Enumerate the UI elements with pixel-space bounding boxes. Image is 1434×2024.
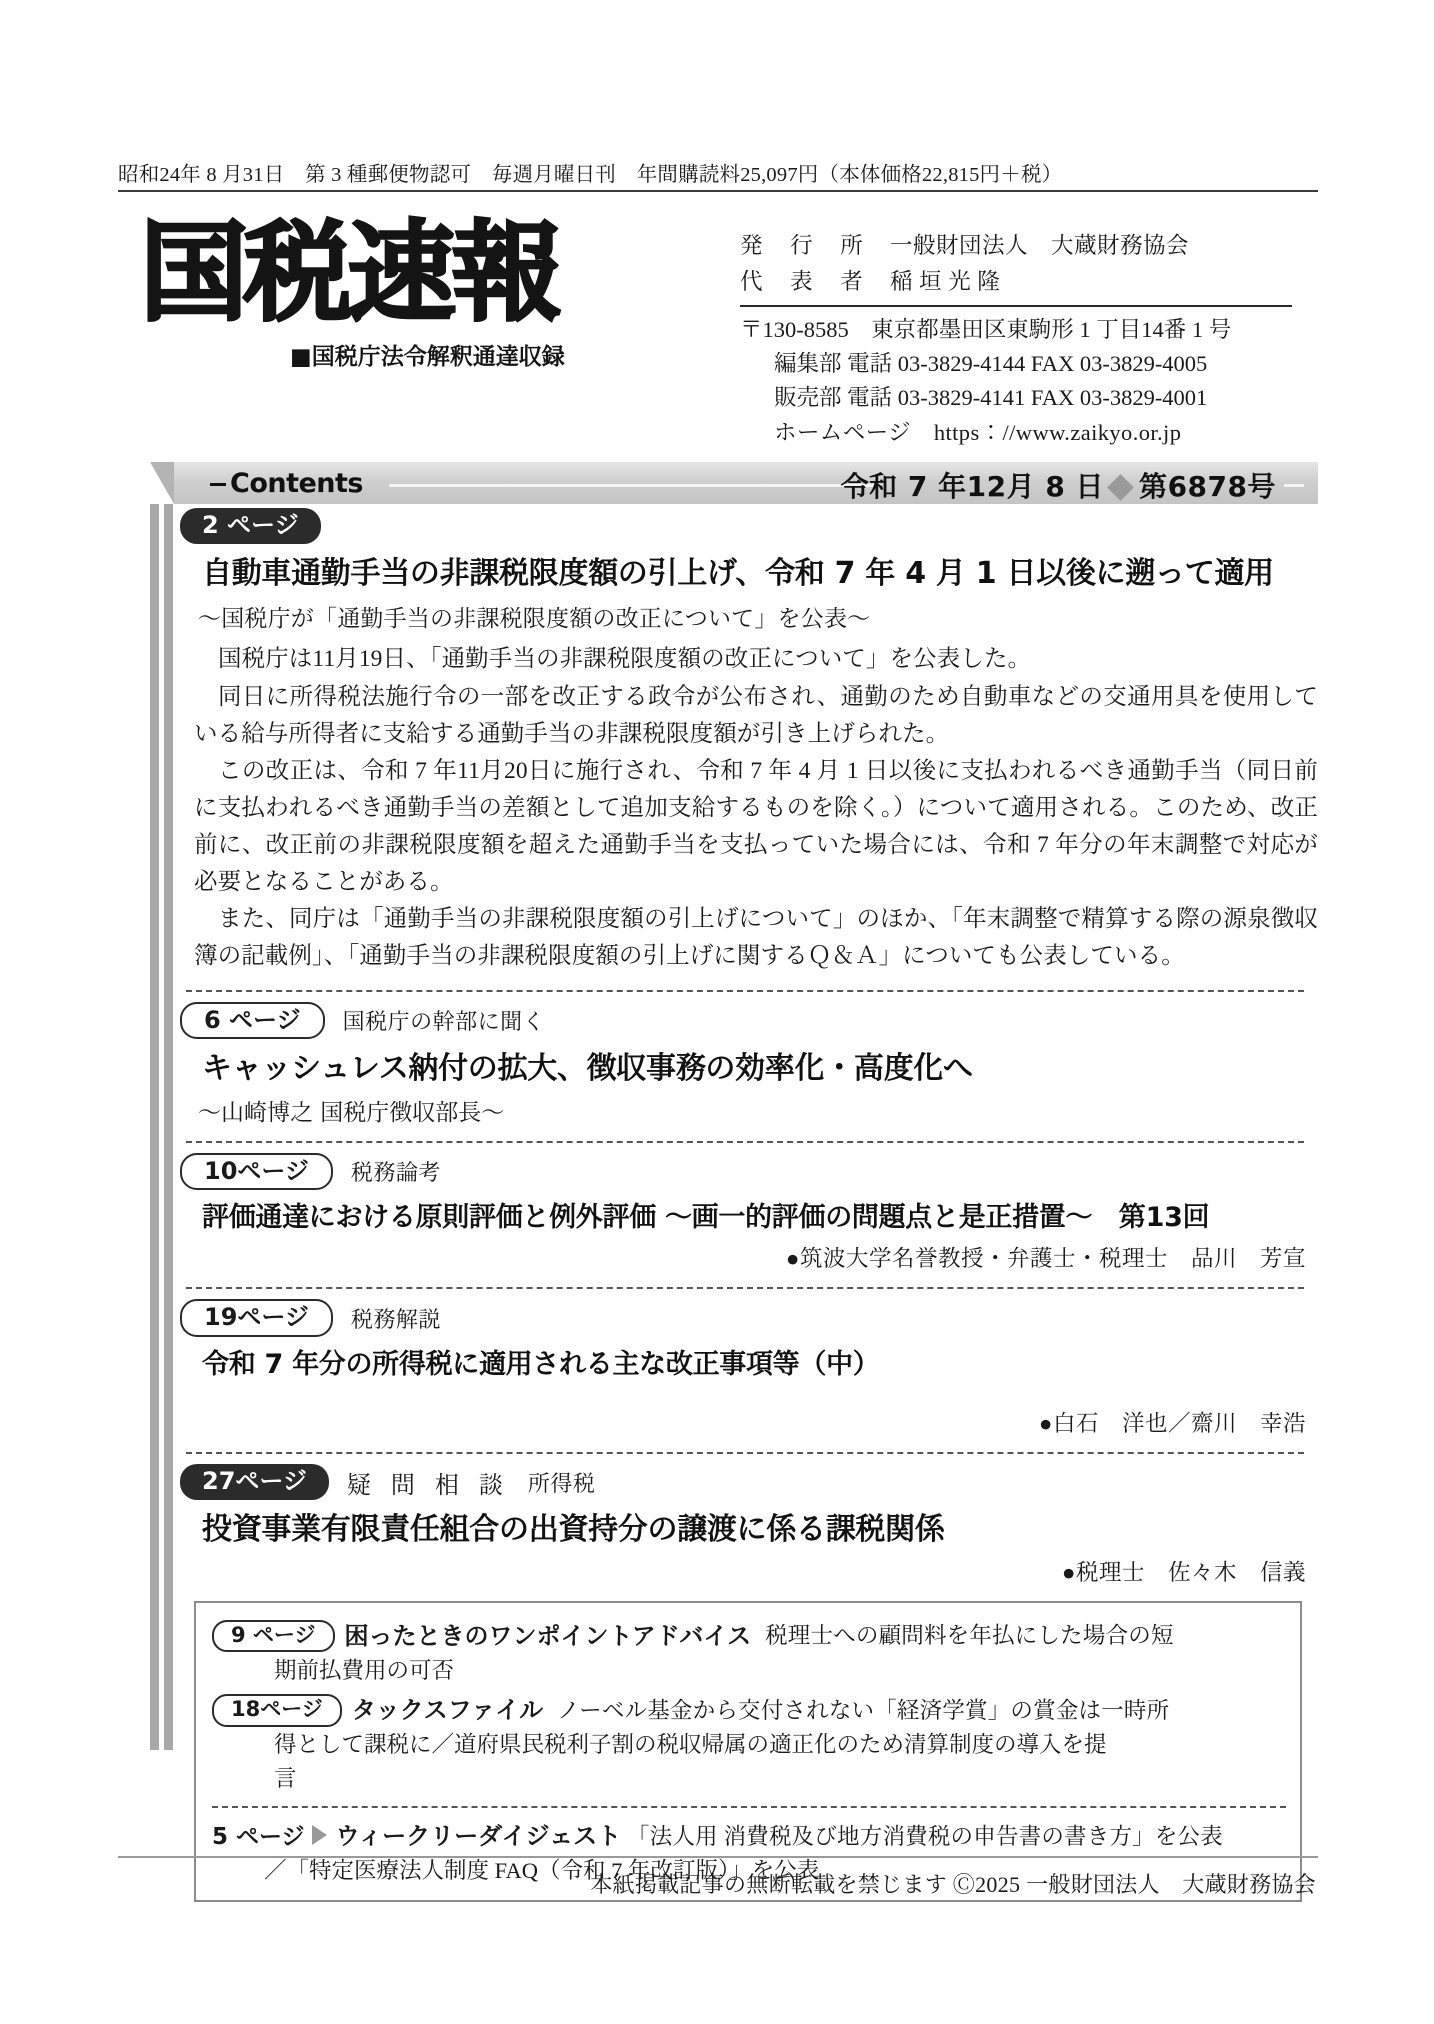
publisher-info-block <box>740 228 1320 450</box>
entry-subhead-page2: 〜国税庁が「通勤手当の非課税限度額の改正について」を公表〜 <box>198 606 871 632</box>
left-bar-inner <box>164 504 173 1750</box>
publisher-editorial-contact: 編集部 電話 03-3829-4144 FAX 03-3829-4005 <box>774 351 1208 377</box>
page-badge-9: 9 ページ <box>212 1620 335 1652</box>
masthead <box>140 211 700 371</box>
entry-subhead-page6: 〜山崎博之 国税庁徴収部長〜 <box>198 1099 505 1126</box>
page-badge-6: 6 ページ <box>180 1002 325 1039</box>
entry-divider-1 <box>186 990 1304 992</box>
copyright-footer: 本紙掲載記事の無断転載を禁じます Ⓒ2025 一般財団法人 大蔵財務協会 <box>590 1872 1316 1897</box>
contents-bar-background <box>174 462 1318 504</box>
entry-kicker2-page27: 所得税 <box>527 1470 596 1496</box>
page-badge-27: 27ページ <box>180 1464 329 1500</box>
entry-kicker-page27: 疑 問 相 談 <box>346 1472 510 1499</box>
publisher-representative-value: 稲 垣 光 隆 <box>890 268 1001 294</box>
entry-headline-page2: 自動車通勤手当の非課税限度額の引上げ、令和 7 年 4 月 1 日以後に遡って適用 <box>202 556 1274 592</box>
publisher-representative-label: 代 表 者 <box>740 268 874 294</box>
entry-divider-2 <box>186 1141 1304 1143</box>
contents-entries-list <box>180 508 1318 1902</box>
publisher-issuer-row <box>740 228 1320 264</box>
entry-divider-4 <box>186 1452 1304 1454</box>
contents-label-dash <box>210 483 226 486</box>
page-badge-2: 2 ページ <box>180 508 321 544</box>
postal-legal-strip: 昭和24年 8 月31日 第 3 種郵便物認可 毎週月曜日刊 年間購読料25,097円（本体価格22,815円＋税） <box>118 164 1063 186</box>
sub-entry-text-cont-page9: 期前払費用の可否 <box>274 1657 455 1683</box>
sub-entry-text-cont-page18: 得として課税に／道府県民税利子割の税収帰属の適正化のため清算制度の導入を提 <box>274 1732 1107 1758</box>
contents-entry-page6[interactable] <box>180 1002 1318 1127</box>
contents-label: Contents <box>230 468 364 499</box>
entry-paragraph-4: また、同庁は「通勤手当の非課税限度額の引上げについて」のほか、「年末調整で精算する際の源泉徴収簿の記載例」、「通勤手当の非課税限度額の引上げに関するＱ＆Ａ」についても公表している。 <box>194 906 1318 970</box>
weekly-digest-body: 「法人用 消費税及び地方消費税の申告書の書き方」を公表 <box>626 1823 1223 1849</box>
legal-divider-rule <box>118 190 1318 192</box>
entry-byline-page10: ●筑波大学名誉教授・弁護士・税理士 品川 芳宣 <box>785 1246 1306 1272</box>
issue-date: 令和 7 年12月 8 日 <box>840 470 1105 503</box>
contents-header-bar <box>150 462 1318 506</box>
entry-headline-page10: 評価通達における原則評価と例外評価 〜画一的評価の問題点と是正措置〜 第13回 <box>202 1202 1210 1234</box>
entry-kicker-page6: 国税庁の幹部に聞く <box>342 1008 546 1034</box>
publisher-sales-contact: 販売部 電話 03-3829-4141 FAX 03-3829-4001 <box>774 385 1208 411</box>
diamond-separator-icon <box>1107 474 1134 501</box>
sub-entry-text-page18: ノーベル基金から交付されない「経済学賞」の賞金は一時所 <box>557 1697 1170 1723</box>
weekly-digest-body-cont: ／「特定医療法人制度 FAQ（令和 7 年改訂版）」を公表 <box>264 1858 820 1884</box>
weekly-digest-title: ウィークリーダイジェスト <box>335 1821 622 1850</box>
entry-paragraph-2: 同日に所得税法施行令の一部を改正する政令が公布され、通勤のため自動車などの交通用具を使用している給与所得者に支給する通勤手当の非課税限度額が引き上げられた。 <box>194 683 1318 747</box>
issue-number: 第6878号 <box>1139 470 1276 503</box>
page-badge-5: 5 ページ <box>212 1823 305 1850</box>
publisher-postal-address: 〒130-8585 東京都墨田区東駒形 1 丁目14番 1 号 <box>740 317 1232 343</box>
page-badge-19: 19ページ <box>180 1299 333 1336</box>
contents-entry-page27[interactable] <box>180 1464 1318 1587</box>
publication-logo-title: 国税速報 <box>140 211 557 336</box>
triangle-right-icon <box>312 1825 327 1845</box>
contents-entry-page19[interactable] <box>180 1299 1318 1437</box>
entry-kicker-page19: 税務解説 <box>350 1306 441 1332</box>
entry-kicker-page10: 税務論考 <box>350 1160 441 1186</box>
entry-byline-page27: ●税理士 佐々木 信義 <box>1061 1560 1306 1586</box>
page-badge-10: 10ページ <box>180 1153 333 1190</box>
sub-entry-text-cont2-page18: 言 <box>274 1766 297 1792</box>
sub-entry-title-page9: 困ったときのワンポイントアドバイス <box>344 1621 752 1650</box>
publisher-address-block <box>740 313 1320 450</box>
entry-byline-page19: ●白石 洋也／齋川 幸浩 <box>1038 1410 1306 1436</box>
entry-headline-page6: キャッシュレス納付の拡大、徴収事務の効率化・高度化へ <box>202 1050 973 1086</box>
entry-paragraph-3: この改正は、令和 7 年11月20日に施行され、令和 7 年 4 月 1 日以後に支払われるべき通勤手当（同日前に支払われるべき通勤手当の差額として追加支給するものを除く。）について適用される。このため、改正前に、改正前の非課税限度額を超えた通勤手当を支払っていた場合には、令和 7 年分の年末調整で対応が必要となることがある。 <box>194 757 1318 896</box>
publisher-issuer-value: 一般財団法人 大蔵財務協会 <box>890 233 1190 258</box>
contents-entry-page2[interactable] <box>180 508 1318 976</box>
publication-logo-subtitle: ■国税庁法令解釈通達収録 <box>290 344 565 370</box>
publisher-divider-rule <box>740 305 1292 307</box>
issue-date-and-number <box>841 465 1276 505</box>
left-decorative-bars <box>150 462 180 1750</box>
sub-entry-page18[interactable] <box>212 1692 1284 1796</box>
contents-rule-line-right <box>1284 484 1304 487</box>
entry-divider-3 <box>186 1287 1304 1289</box>
publisher-homepage: ホームページ https：//www.zaikyo.or.jp <box>774 419 1182 445</box>
publisher-representative-row <box>740 264 1320 300</box>
entry-paragraph-1: 国税庁は11月19日、「通勤手当の非課税限度額の改正について」を公表した。 <box>218 646 1032 673</box>
left-bar-outer <box>150 504 159 1750</box>
page-badge-18: 18ページ <box>212 1694 342 1726</box>
publisher-issuer-label: 発 行 所 <box>740 233 874 258</box>
entry-headline-page19: 令和 7 年分の所得税に適用される主な改正事項等（中） <box>202 1348 880 1380</box>
subbox-divider <box>212 1806 1286 1808</box>
sub-entry-text-page9: 税理士への顧問料を年払にした場合の短 <box>765 1623 1174 1649</box>
entry-headline-page27: 投資事業有限責任組合の出資持分の譲渡に係る課税関係 <box>202 1512 945 1548</box>
contents-entry-page10[interactable] <box>180 1153 1318 1273</box>
sub-entry-title-page18: タックスファイル <box>351 1696 544 1725</box>
sub-entry-page9[interactable] <box>212 1617 1284 1687</box>
footer-divider-rule <box>118 1856 1318 1858</box>
contents-rule-line <box>389 484 881 487</box>
